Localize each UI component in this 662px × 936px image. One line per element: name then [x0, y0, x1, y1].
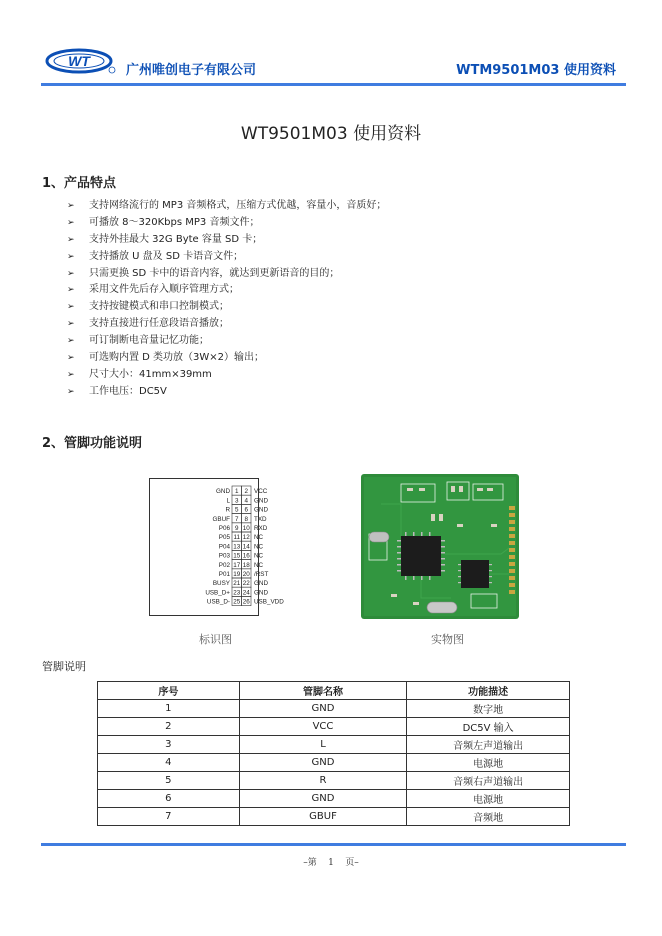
cell-function: 电源地	[407, 790, 570, 808]
feature-text: 支持外挂最大 32G Byte 容量 SD 卡；	[89, 233, 263, 245]
pin-row	[216, 486, 268, 495]
cell-index: 4	[98, 754, 240, 772]
pin-row	[225, 504, 268, 513]
pin-left-label: P02	[218, 561, 230, 569]
document-code: WTM9501M03 使用资料	[456, 63, 616, 78]
pin-left-label: P06	[218, 525, 230, 532]
pin-right-label: GND	[254, 589, 268, 597]
module-photo	[361, 474, 519, 619]
pin-number: 1	[234, 488, 239, 496]
section-heading-pins: 2、管脚功能说明	[42, 436, 143, 451]
pin-row	[219, 532, 264, 541]
photo-caption: 实物图	[431, 633, 464, 646]
pin-number: 4	[244, 497, 249, 505]
pin-number: 20	[242, 571, 250, 578]
table-row	[98, 700, 570, 718]
section-heading-features: 1、产品特点	[42, 176, 117, 191]
cell-pin-name: R	[239, 772, 407, 790]
pin-right-label: NC	[254, 543, 264, 551]
table-row	[98, 808, 570, 826]
pin-number: 7	[234, 515, 239, 523]
arrow-bullet-icon: ➢	[67, 217, 75, 228]
header-divider	[41, 83, 626, 86]
feature-text: 可订制断电音量记忆功能；	[89, 335, 209, 347]
cell-function: 数字地	[407, 700, 570, 718]
pin-row	[219, 569, 269, 578]
cell-index: 1	[98, 700, 240, 718]
pin-number: 2	[244, 488, 249, 496]
arrow-bullet-icon: ➢	[67, 369, 75, 380]
cell-function: 音频左声道输出	[407, 736, 570, 754]
logo-text: WT	[68, 53, 90, 69]
pin-number: 19	[233, 571, 241, 578]
pin-number: 25	[233, 598, 241, 606]
cell-function: DC5V 输入	[407, 718, 570, 736]
pin-number: 17	[233, 561, 241, 569]
pin-number: 22	[242, 580, 250, 588]
feature-text: 支持直接进行任意段语音播放；	[89, 318, 229, 330]
pin-left-label: GND	[216, 488, 230, 496]
feature-item	[67, 299, 386, 316]
pin-right-label: GND	[254, 497, 268, 505]
pin-row	[219, 560, 264, 569]
feature-text: 支持播放 U 盘及 SD 卡语音文件；	[89, 250, 244, 262]
cell-index: 7	[98, 808, 240, 826]
cell-index: 5	[98, 772, 240, 790]
feature-list	[67, 198, 386, 401]
cell-pin-name: GND	[239, 790, 407, 808]
pin-right-label: NC	[254, 552, 264, 560]
pin-right-label: /RST	[254, 571, 269, 578]
pin-number: 9	[234, 525, 239, 532]
pin-number: 12	[242, 534, 250, 542]
feature-text: 可选购内置 D 类功放（3W×2）输出；	[89, 352, 265, 364]
feature-item	[67, 333, 386, 350]
cell-pin-name: GND	[239, 700, 407, 718]
feature-item	[67, 350, 386, 367]
cell-pin-name: L	[239, 736, 407, 754]
feature-item	[67, 367, 386, 384]
header-index: 序号	[98, 682, 240, 700]
header-pin-name: 管脚名称	[239, 682, 407, 700]
pin-number: 16	[242, 552, 250, 560]
pin-left-label: L	[226, 497, 230, 505]
cell-pin-name: GBUF	[239, 808, 407, 826]
cell-function: 电源地	[407, 754, 570, 772]
arrow-bullet-icon: ➢	[67, 251, 75, 262]
pin-number: 11	[233, 534, 241, 542]
pin-left-label: R	[225, 506, 230, 514]
cell-function: 音频右声道输出	[407, 772, 570, 790]
table-row	[98, 736, 570, 754]
pin-number: 24	[242, 589, 250, 597]
diagram-caption: 标识图	[199, 633, 232, 646]
pin-row	[205, 587, 268, 596]
feature-item	[67, 316, 386, 333]
pin-right-label: USB_VDD	[254, 598, 284, 606]
pin-row	[213, 514, 268, 523]
arrow-bullet-icon: ➢	[67, 336, 75, 347]
feature-text: 可播放 8～320Kbps MP3 音频文件；	[89, 216, 260, 228]
pin-description-label: 管脚说明	[42, 660, 86, 673]
feature-text: 采用文件先后存入顺序管理方式；	[89, 284, 239, 296]
document-title: WT9501M03 使用资料	[240, 124, 422, 144]
pin-number: 8	[244, 515, 249, 523]
feature-text: 支持网络流行的 MP3 音频格式，压缩方式优越，容量小，音质好；	[89, 200, 387, 211]
arrow-bullet-icon: ➢	[67, 319, 75, 330]
feature-text: 只需更换 SD 卡中的语音内容，就达到更新语音的目的；	[89, 267, 340, 279]
pin-left-label: P04	[218, 543, 230, 551]
pin-row	[213, 578, 269, 587]
table-header-row	[98, 682, 570, 700]
pin-number: 15	[233, 552, 241, 560]
pin-number: 10	[242, 525, 250, 532]
arrow-bullet-icon: ➢	[67, 285, 75, 296]
footer-divider	[41, 843, 626, 846]
pin-right-label: GND	[254, 506, 268, 514]
feature-item	[67, 215, 386, 232]
pin-number: 5	[234, 506, 239, 514]
arrow-bullet-icon: ➢	[67, 268, 75, 279]
pin-right-label: GND	[254, 580, 268, 588]
pin-right-label: NC	[254, 561, 264, 569]
company-logo	[44, 46, 118, 76]
arrow-bullet-icon: ➢	[67, 201, 75, 211]
feature-text: 尺寸大小：41mm×39mm	[89, 368, 212, 380]
feature-item	[67, 282, 386, 299]
pin-number: 13	[233, 543, 241, 551]
pin-number: 3	[234, 497, 239, 505]
pin-left-label: USB_D-	[206, 598, 230, 606]
cell-pin-name: GND	[239, 754, 407, 772]
page-number: –第 1 页–	[303, 858, 359, 868]
table-row	[98, 718, 570, 736]
pin-left-label: BUSY	[212, 580, 230, 588]
pin-left-label: GBUF	[212, 515, 230, 523]
table-row	[98, 772, 570, 790]
table-row	[98, 754, 570, 772]
arrow-bullet-icon: ➢	[67, 353, 75, 364]
pin-right-label: VCC	[254, 488, 268, 496]
pin-number: 26	[242, 598, 250, 606]
pin-right-label: NC	[254, 534, 264, 542]
cell-index: 3	[98, 736, 240, 754]
feature-item	[67, 266, 386, 283]
cell-index: 6	[98, 790, 240, 808]
pin-left-label: P03	[218, 552, 230, 560]
feature-item	[67, 384, 386, 401]
pin-number: 18	[242, 561, 250, 569]
pin-left-label: P01	[218, 571, 230, 578]
pin-right-label: RXD	[254, 525, 268, 532]
cell-index: 2	[98, 718, 240, 736]
feature-item	[67, 232, 386, 249]
feature-item	[67, 198, 386, 215]
pin-row	[219, 541, 264, 550]
pin-number: 14	[242, 543, 250, 551]
arrow-bullet-icon: ➢	[67, 302, 75, 313]
feature-text: 支持按键模式和串口控制模式；	[89, 301, 229, 313]
arrow-bullet-icon: ➢	[67, 234, 75, 245]
feature-text: 工作电压：DC5V	[89, 385, 167, 397]
pin-number: 6	[244, 506, 249, 514]
header-function: 功能描述	[407, 682, 570, 700]
cell-pin-name: VCC	[239, 718, 407, 736]
feature-item	[67, 249, 386, 266]
table-row	[98, 790, 570, 808]
pin-row	[226, 495, 268, 504]
arrow-bullet-icon: ➢	[67, 386, 75, 397]
pin-left-label: P05	[218, 534, 230, 542]
pin-row	[207, 596, 284, 605]
pin-left-label: USB_D+	[205, 589, 230, 597]
company-name: 广州唯创电子有限公司	[126, 63, 257, 78]
pin-table	[97, 681, 570, 826]
pin-right-label: TXD	[254, 515, 267, 523]
pin-diagram	[190, 484, 310, 612]
cell-function: 音频地	[407, 808, 570, 826]
pin-row	[219, 550, 264, 559]
pin-number: 23	[233, 589, 241, 597]
pin-number: 21	[233, 580, 241, 588]
pin-row	[219, 523, 268, 532]
